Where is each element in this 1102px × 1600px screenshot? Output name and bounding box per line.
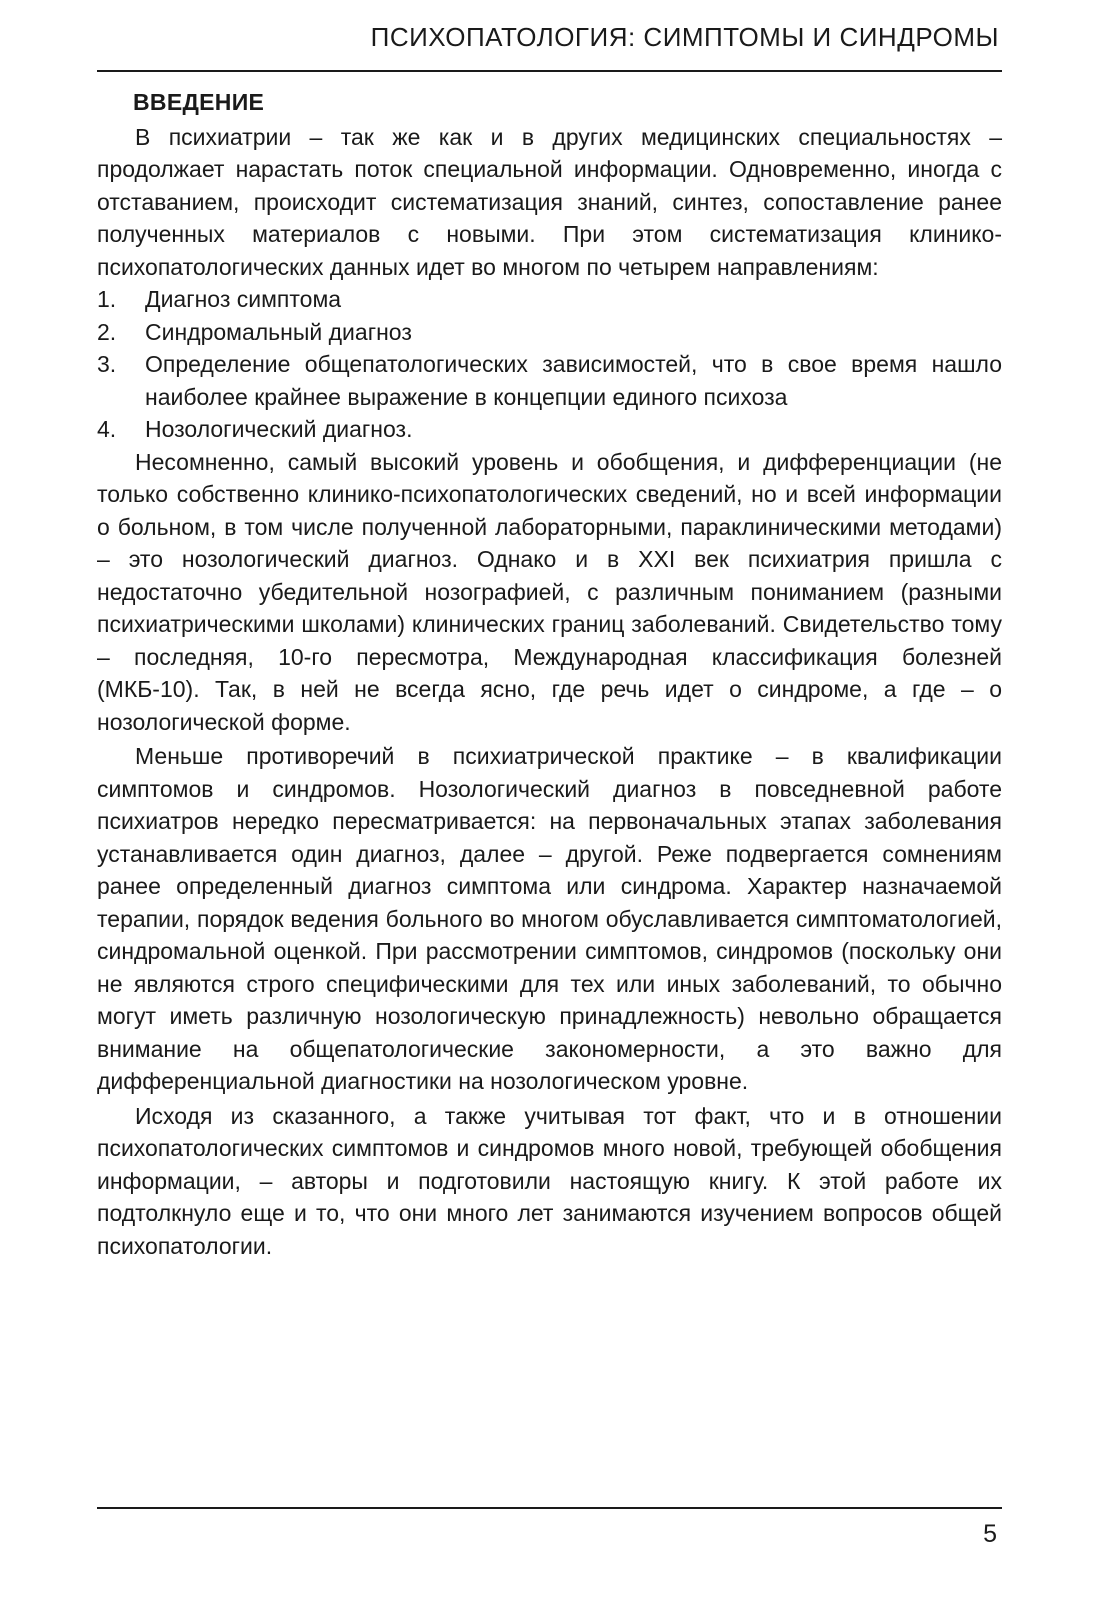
- list-item-text: Диагноз симптома: [145, 286, 342, 312]
- list-item-number: 2.: [97, 318, 117, 345]
- section-heading: ВВЕДЕНИЕ: [133, 89, 265, 115]
- directions-list: [97, 283, 1002, 446]
- running-header: ПСИХОПАТОЛОГИЯ: СИМПТОМЫ И СИНДРОМЫ: [370, 22, 999, 52]
- list-item: [97, 316, 1002, 349]
- footer-rule: [97, 1507, 1002, 1509]
- page-body: [97, 86, 1002, 1262]
- list-item-number: 3.: [97, 351, 117, 377]
- list-item: [97, 348, 1002, 413]
- body-paragraph-3: Исходя из сказанного, а также учитывая тот факт, что и в отношении психопатологических симптомов и синдромов много новой, требующей обобщения информации, – авторы и подготовили настоящую книгу. К этой работе их подтолкнуло еще и то, что они много лет занимаются изучением вопросов общей психопатологии.: [97, 1102, 1002, 1259]
- list-item-text: Нозологический диагноз.: [145, 416, 413, 442]
- body-paragraph-2: Меньше противоречий в психиатрической практике – в квалификации симптомов и синдромов. Нозологический диагноз в повседневной работе психиатров нередко пересматривается: на первоначальных этапах заболевания устанавливается один диагноз, далее – другой. Реже подвергается сомнениям ранее определенный диагноз симптома или синдрома. Характер назначаемой терапии, порядок ведения больного во многом обуславливается симптоматологией, синдромальной оценкой. При рассмотрении симптомов, синдромов (поскольку они не являются строго специфическими для тех или иных заболеваний, то обычно могут иметь различную нозологическую принадлежность) невольно обращается внимание на общепатологические закономерности, а это важно для дифференциальной диагностики на нозологическом уровне.: [97, 743, 1002, 1094]
- intro-paragraph: В психиатрии – так же как и в других медицинских специальностях – продолжает нарастать поток специальной информации. Одновременно, иногда с отставанием, происходит систематизация знаний, синтез, сопоставление ранее полученных материалов с новыми. При этом систематизация клинико-психопатологических данных идет во многом по четырем направлениям:: [97, 123, 1002, 280]
- list-item: [97, 413, 1002, 446]
- header-rule: [97, 70, 1002, 72]
- list-item-text: Определение общепатологических зависимостей, что в свое время нашло наиболее крайнее выражение в концепции единого психоза: [145, 351, 1002, 410]
- body-paragraph-1: Несомненно, самый высокий уровень и обобщения, и дифференциации (не только собственно клинико-психопатологических сведений, но и всей информации о больном, в том числе полученной лабораторными, параклиническими методами) – это нозологический диагноз. Однако и в XXI век психиатрия пришла с недостаточно убедительной нозографией, с различным пониманием (разными психиатрическими школами) клинических границ заболеваний. Свидетельство тому – последняя, 10-го пересмотра, Международная классификация болезней (МКБ-10). Так, в ней не всегда ясно, где речь идет о синдроме, а где – о нозологической форме.: [97, 448, 1002, 735]
- list-item-text: Синдромальный диагноз: [145, 318, 412, 345]
- page-number: 5: [983, 1520, 997, 1548]
- list-item-number: 1.: [97, 286, 117, 312]
- list-item: [97, 283, 1002, 316]
- list-item-number: 4.: [97, 416, 117, 442]
